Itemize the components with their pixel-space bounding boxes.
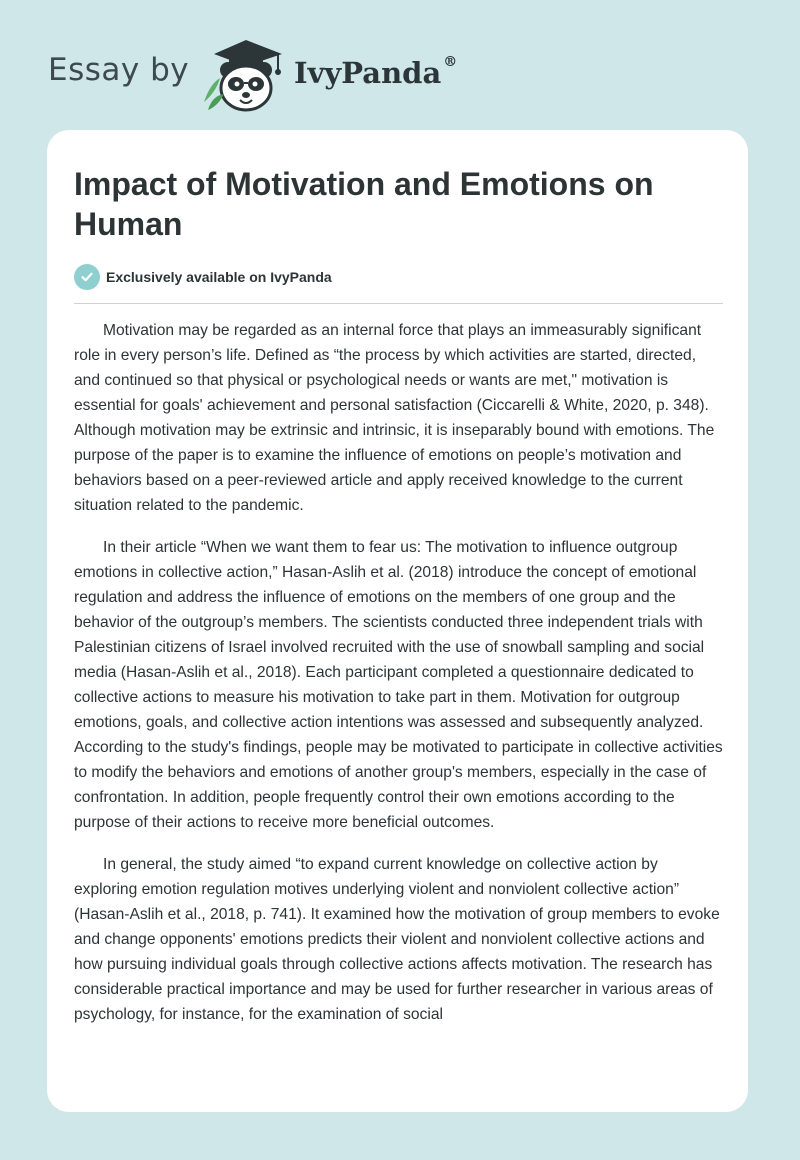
check-circle-icon — [74, 264, 100, 290]
paragraph: In their article “When we want them to fear us: The motivation to influence outgroup emotions in collective action,” Hasan-Aslih et al. (2018) introduce the concept of emotional regulation and address the influence of emotions on the members of one group and the behavior of the outgroup’s members. The scientists conducted three independent trials with Palestinian citizens of Israel involved recruited with the use of snowball sampling and social media (Hasan-Aslih et al., 2018). Each participant completed a questionnaire dedicated to collective actions to measure his motivation to take part in them. Motivation for outgroup emotions, goals, and collective action intentions was assessed and subsequently analyzed. According to the study's findings, people may be motivated to participate in collective activities to modify the behaviors and emotions of another group's members, especially in the case of confrontation. In addition, people frequently control their own emotions according to the purpose of their actions to receive more beneficial outcomes. — [74, 539, 723, 831]
exclusive-label: Exclusively available on IvyPanda — [106, 269, 332, 285]
brand-name[interactable] — [294, 56, 457, 90]
divider — [74, 303, 723, 304]
exclusive-badge — [74, 263, 332, 291]
paragraph: Motivation may be regarded as an internal force that plays an immeasurably significant role in every person’s life. Defined as “the process by which activities are started, directed, and continued so that physical or psychological needs or wants are met," motivation is essential for goals' achievement and personal satisfaction (Ciccarelli & White, 2020, p. 348). Although motivation may be extrinsic and intrinsic, it is inseparably bound with emotions. The purpose of the paper is to examine the influence of emotions on people’s motivation and behaviors based on a peer-reviewed article and apply received knowledge to the current situation related to the pandemic. — [74, 322, 715, 514]
essay-title: Impact of Motivation and Emotions on Human — [74, 166, 654, 242]
registered-mark: ® — [443, 54, 458, 70]
site-header — [0, 0, 800, 130]
essay-card — [47, 130, 748, 1112]
paragraph: In general, the study aimed “to expand current knowledge on collective action by exploring emotion regulation motives underlying violent and nonviolent collective action” (Hasan-Aslih et al., 2018, p. 741). It examined how the motivation of group members to evoke and change opponents' emotions predicts their violent and nonviolent collective actions and how pursuing individual goals through collective actions affects motivation. The research has considerable practical importance and may be used for further researcher in various areas of psychology, for instance, for the examination of social — [74, 856, 720, 1023]
essay-by-label: Essay by — [48, 52, 190, 88]
brand-name-text: IvyPanda — [294, 56, 442, 90]
panda-with-graduation-cap-icon[interactable] — [200, 36, 292, 114]
essay-body — [74, 318, 724, 1044]
